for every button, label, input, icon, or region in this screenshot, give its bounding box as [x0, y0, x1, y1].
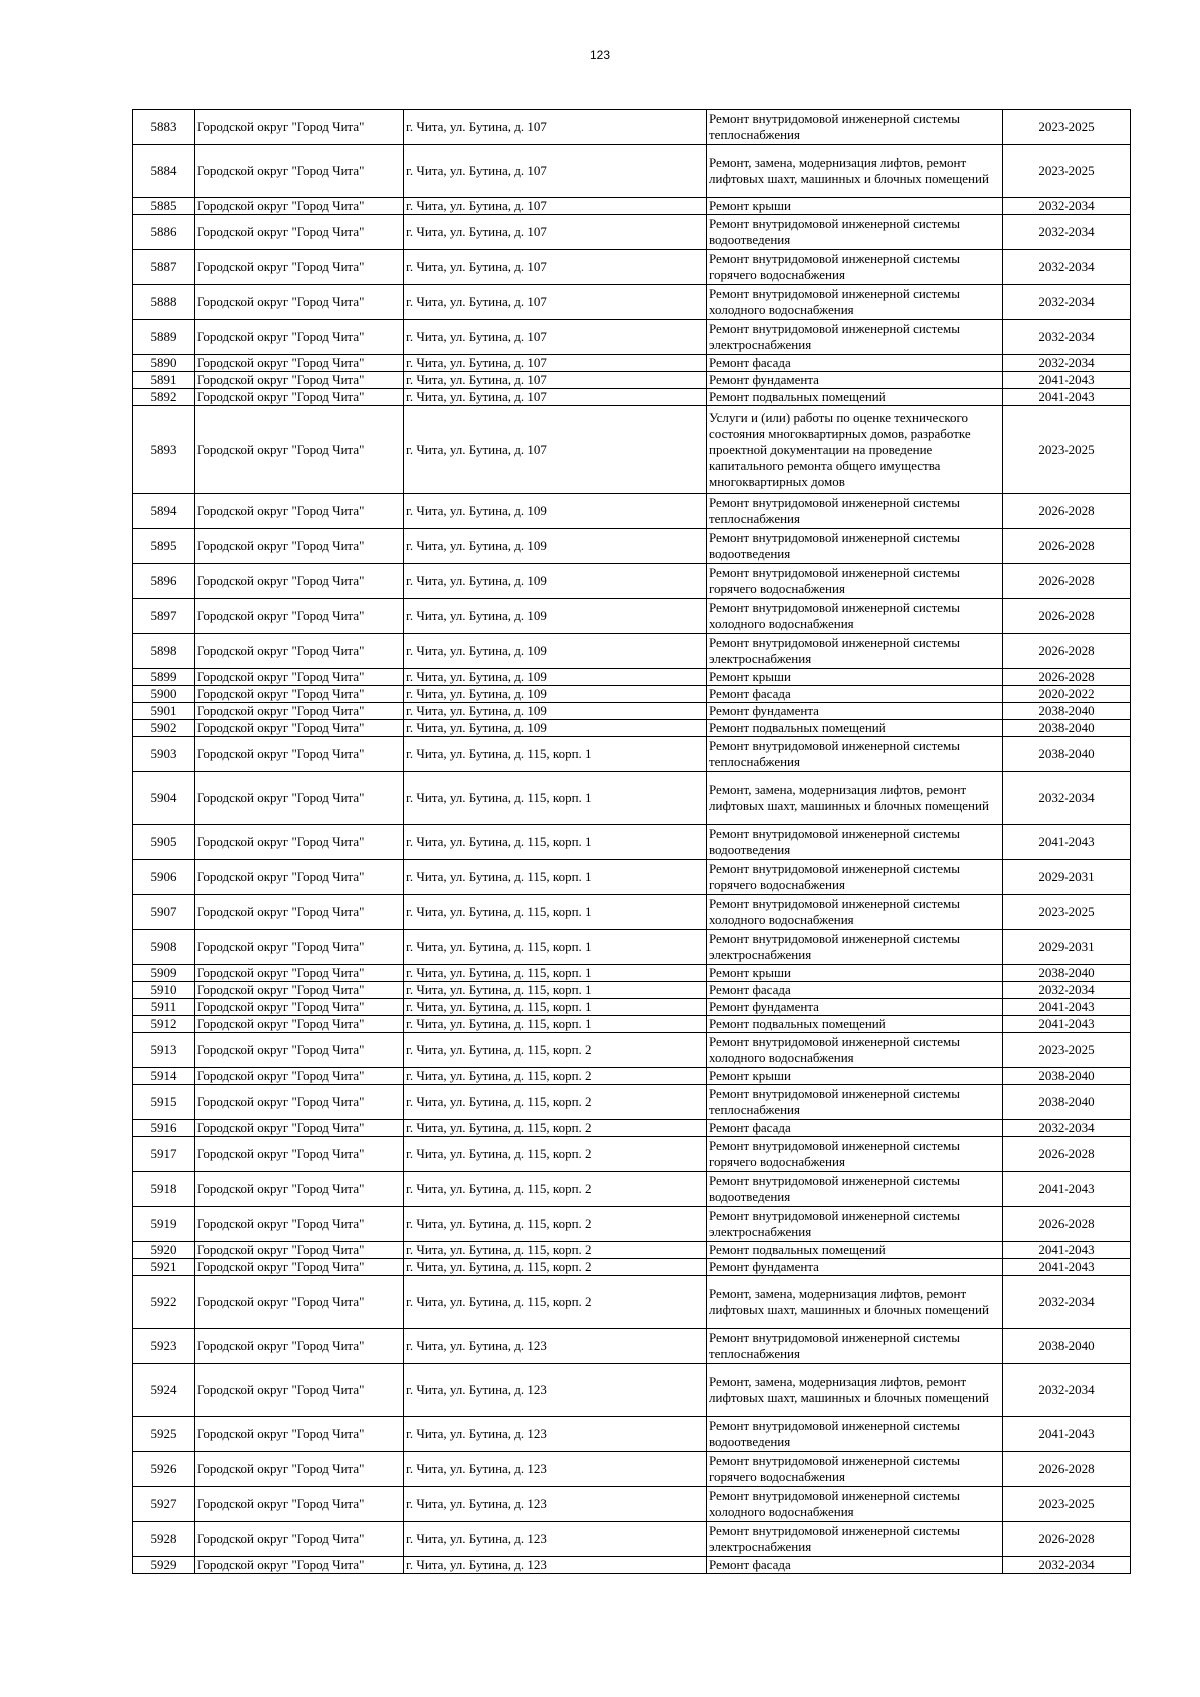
- row-number-cell: 5889: [133, 320, 195, 355]
- address-cell: г. Чита, ул. Бутина, д. 123: [404, 1557, 707, 1574]
- address-cell: г. Чита, ул. Бутина, д. 115, корп. 1: [404, 772, 707, 825]
- municipality-cell: Городской округ "Город Чита": [195, 372, 404, 389]
- table-row: [133, 372, 1131, 389]
- work-type-cell: Ремонт, замена, модернизация лифтов, ремонт лифтовых шахт, машинных и блочных помещений: [707, 1364, 1003, 1417]
- row-number-cell: 5887: [133, 250, 195, 285]
- period-cell: 2026-2028: [1003, 564, 1131, 599]
- row-number-cell: 5885: [133, 198, 195, 215]
- address-cell: г. Чита, ул. Бутина, д. 115, корп. 2: [404, 1033, 707, 1068]
- address-cell: г. Чита, ул. Бутина, д. 115, корп. 1: [404, 930, 707, 965]
- row-number-cell: 5925: [133, 1417, 195, 1452]
- municipality-cell: Городской округ "Город Чита": [195, 564, 404, 599]
- work-type-cell: Ремонт внутридомовой инженерной системы холодного водоснабжения: [707, 1487, 1003, 1522]
- table-body: [133, 110, 1131, 1574]
- row-number-cell: 5924: [133, 1364, 195, 1417]
- municipality-cell: Городской округ "Город Чита": [195, 145, 404, 198]
- table-row: [133, 737, 1131, 772]
- municipality-cell: Городской округ "Город Чита": [195, 285, 404, 320]
- table-row: [133, 634, 1131, 669]
- table-row: [133, 1207, 1131, 1242]
- municipality-cell: Городской округ "Город Чита": [195, 1033, 404, 1068]
- table-row: [133, 1172, 1131, 1207]
- row-number-cell: 5904: [133, 772, 195, 825]
- address-cell: г. Чита, ул. Бутина, д. 115, корп. 1: [404, 999, 707, 1016]
- address-cell: г. Чита, ул. Бутина, д. 109: [404, 494, 707, 529]
- row-number-cell: 5896: [133, 564, 195, 599]
- row-number-cell: 5897: [133, 599, 195, 634]
- municipality-cell: Городской округ "Город Чита": [195, 320, 404, 355]
- table-row: [133, 285, 1131, 320]
- period-cell: 2032-2034: [1003, 285, 1131, 320]
- period-cell: 2026-2028: [1003, 1522, 1131, 1557]
- row-number-cell: 5902: [133, 720, 195, 737]
- address-cell: г. Чита, ул. Бутина, д. 107: [404, 198, 707, 215]
- table-row: [133, 355, 1131, 372]
- period-cell: 2023-2025: [1003, 1487, 1131, 1522]
- municipality-cell: Городской округ "Город Чита": [195, 1172, 404, 1207]
- address-cell: г. Чита, ул. Бутина, д. 107: [404, 320, 707, 355]
- capital-repair-table: [132, 109, 1131, 1574]
- period-cell: 2032-2034: [1003, 215, 1131, 250]
- period-cell: 2026-2028: [1003, 669, 1131, 686]
- address-cell: г. Чита, ул. Бутина, д. 109: [404, 720, 707, 737]
- municipality-cell: Городской округ "Город Чита": [195, 110, 404, 145]
- period-cell: 2023-2025: [1003, 406, 1131, 494]
- work-type-cell: Ремонт подвальных помещений: [707, 1242, 1003, 1259]
- work-type-cell: Ремонт внутридомовой инженерной системы водоотведения: [707, 825, 1003, 860]
- address-cell: г. Чита, ул. Бутина, д. 109: [404, 529, 707, 564]
- work-type-cell: Ремонт, замена, модернизация лифтов, ремонт лифтовых шахт, машинных и блочных помещений: [707, 145, 1003, 198]
- municipality-cell: Городской округ "Город Чита": [195, 1120, 404, 1137]
- page-number: 123: [589, 48, 611, 62]
- period-cell: 2023-2025: [1003, 110, 1131, 145]
- address-cell: г. Чита, ул. Бутина, д. 109: [404, 686, 707, 703]
- period-cell: 2041-2043: [1003, 1259, 1131, 1276]
- row-number-cell: 5883: [133, 110, 195, 145]
- row-number-cell: 5884: [133, 145, 195, 198]
- row-number-cell: 5906: [133, 860, 195, 895]
- row-number-cell: 5891: [133, 372, 195, 389]
- address-cell: г. Чита, ул. Бутина, д. 107: [404, 145, 707, 198]
- period-cell: 2032-2034: [1003, 1557, 1131, 1574]
- address-cell: г. Чита, ул. Бутина, д. 123: [404, 1452, 707, 1487]
- municipality-cell: Городской округ "Город Чита": [195, 215, 404, 250]
- row-number-cell: 5898: [133, 634, 195, 669]
- row-number-cell: 5914: [133, 1068, 195, 1085]
- row-number-cell: 5913: [133, 1033, 195, 1068]
- address-cell: г. Чита, ул. Бутина, д. 107: [404, 355, 707, 372]
- municipality-cell: Городской округ "Город Чита": [195, 1364, 404, 1417]
- period-cell: 2038-2040: [1003, 1068, 1131, 1085]
- address-cell: г. Чита, ул. Бутина, д. 115, корп. 2: [404, 1207, 707, 1242]
- work-type-cell: Ремонт внутридомовой инженерной системы теплоснабжения: [707, 737, 1003, 772]
- table-row: [133, 772, 1131, 825]
- table-row: [133, 720, 1131, 737]
- address-cell: г. Чита, ул. Бутина, д. 107: [404, 406, 707, 494]
- municipality-cell: Городской округ "Город Чита": [195, 1487, 404, 1522]
- row-number-cell: 5916: [133, 1120, 195, 1137]
- address-cell: г. Чита, ул. Бутина, д. 115, корп. 2: [404, 1137, 707, 1172]
- table-row: [133, 1068, 1131, 1085]
- table-row: [133, 965, 1131, 982]
- address-cell: г. Чита, ул. Бутина, д. 115, корп. 2: [404, 1172, 707, 1207]
- table-row: [133, 564, 1131, 599]
- period-cell: 2026-2028: [1003, 1137, 1131, 1172]
- table-row: [133, 1329, 1131, 1364]
- period-cell: 2026-2028: [1003, 599, 1131, 634]
- municipality-cell: Городской округ "Город Чита": [195, 669, 404, 686]
- period-cell: 2026-2028: [1003, 494, 1131, 529]
- row-number-cell: 5928: [133, 1522, 195, 1557]
- row-number-cell: 5921: [133, 1259, 195, 1276]
- period-cell: 2041-2043: [1003, 1172, 1131, 1207]
- row-number-cell: 5888: [133, 285, 195, 320]
- address-cell: г. Чита, ул. Бутина, д. 115, корп. 2: [404, 1259, 707, 1276]
- table-row: [133, 1364, 1131, 1417]
- row-number-cell: 5929: [133, 1557, 195, 1574]
- period-cell: 2038-2040: [1003, 965, 1131, 982]
- work-type-cell: Ремонт крыши: [707, 965, 1003, 982]
- table-row: [133, 825, 1131, 860]
- period-cell: 2038-2040: [1003, 1085, 1131, 1120]
- work-type-cell: Ремонт внутридомовой инженерной системы теплоснабжения: [707, 1329, 1003, 1364]
- period-cell: 2038-2040: [1003, 1329, 1131, 1364]
- table-row: [133, 320, 1131, 355]
- work-type-cell: Ремонт фундамента: [707, 1259, 1003, 1276]
- address-cell: г. Чита, ул. Бутина, д. 109: [404, 669, 707, 686]
- work-type-cell: Ремонт внутридомовой инженерной системы электроснабжения: [707, 320, 1003, 355]
- work-type-cell: Ремонт, замена, модернизация лифтов, ремонт лифтовых шахт, машинных и блочных помещений: [707, 772, 1003, 825]
- municipality-cell: Городской округ "Город Чита": [195, 1557, 404, 1574]
- work-type-cell: Ремонт внутридомовой инженерной системы водоотведения: [707, 1417, 1003, 1452]
- row-number-cell: 5909: [133, 965, 195, 982]
- work-type-cell: Ремонт фасада: [707, 686, 1003, 703]
- work-type-cell: Ремонт внутридомовой инженерной системы водоотведения: [707, 529, 1003, 564]
- table-row: [133, 529, 1131, 564]
- period-cell: 2029-2031: [1003, 930, 1131, 965]
- address-cell: г. Чита, ул. Бутина, д. 115, корп. 2: [404, 1242, 707, 1259]
- municipality-cell: Городской округ "Город Чита": [195, 634, 404, 669]
- period-cell: 2026-2028: [1003, 529, 1131, 564]
- table-row: [133, 669, 1131, 686]
- work-type-cell: Ремонт внутридомовой инженерной системы электроснабжения: [707, 1522, 1003, 1557]
- table-row: [133, 215, 1131, 250]
- row-number-cell: 5905: [133, 825, 195, 860]
- work-type-cell: Ремонт внутридомовой инженерной системы электроснабжения: [707, 930, 1003, 965]
- address-cell: г. Чита, ул. Бутина, д. 123: [404, 1487, 707, 1522]
- period-cell: 2041-2043: [1003, 999, 1131, 1016]
- address-cell: г. Чита, ул. Бутина, д. 107: [404, 389, 707, 406]
- address-cell: г. Чита, ул. Бутина, д. 109: [404, 634, 707, 669]
- row-number-cell: 5895: [133, 529, 195, 564]
- address-cell: г. Чита, ул. Бутина, д. 115, корп. 1: [404, 737, 707, 772]
- period-cell: 2032-2034: [1003, 1276, 1131, 1329]
- address-cell: г. Чита, ул. Бутина, д. 107: [404, 110, 707, 145]
- table-row: [133, 198, 1131, 215]
- work-type-cell: Ремонт фасада: [707, 1557, 1003, 1574]
- period-cell: 2032-2034: [1003, 1364, 1131, 1417]
- work-type-cell: Ремонт подвальных помещений: [707, 720, 1003, 737]
- table-row: [133, 1242, 1131, 1259]
- work-type-cell: Ремонт внутридомовой инженерной системы теплоснабжения: [707, 494, 1003, 529]
- work-type-cell: Ремонт внутридомовой инженерной системы холодного водоснабжения: [707, 895, 1003, 930]
- work-type-cell: Ремонт фундамента: [707, 372, 1003, 389]
- work-type-cell: Ремонт внутридомовой инженерной системы холодного водоснабжения: [707, 599, 1003, 634]
- row-number-cell: 5920: [133, 1242, 195, 1259]
- period-cell: 2026-2028: [1003, 1452, 1131, 1487]
- municipality-cell: Городской округ "Город Чита": [195, 686, 404, 703]
- work-type-cell: Ремонт внутридомовой инженерной системы теплоснабжения: [707, 110, 1003, 145]
- work-type-cell: Ремонт, замена, модернизация лифтов, ремонт лифтовых шахт, машинных и блочных помещений: [707, 1276, 1003, 1329]
- row-number-cell: 5890: [133, 355, 195, 372]
- work-type-cell: Ремонт внутридомовой инженерной системы теплоснабжения: [707, 1085, 1003, 1120]
- period-cell: 2032-2034: [1003, 198, 1131, 215]
- municipality-cell: Городской округ "Город Чита": [195, 529, 404, 564]
- address-cell: г. Чита, ул. Бутина, д. 123: [404, 1364, 707, 1417]
- period-cell: 2032-2034: [1003, 1120, 1131, 1137]
- municipality-cell: Городской округ "Город Чита": [195, 1085, 404, 1120]
- table-row: [133, 599, 1131, 634]
- table-row: [133, 686, 1131, 703]
- municipality-cell: Городской округ "Город Чита": [195, 737, 404, 772]
- address-cell: г. Чита, ул. Бутина, д. 115, корп. 2: [404, 1276, 707, 1329]
- period-cell: 2041-2043: [1003, 389, 1131, 406]
- table-row: [133, 1120, 1131, 1137]
- address-cell: г. Чита, ул. Бутина, д. 123: [404, 1522, 707, 1557]
- work-type-cell: Ремонт подвальных помещений: [707, 1016, 1003, 1033]
- row-number-cell: 5917: [133, 1137, 195, 1172]
- municipality-cell: Городской округ "Город Чита": [195, 198, 404, 215]
- row-number-cell: 5926: [133, 1452, 195, 1487]
- municipality-cell: Городской округ "Город Чита": [195, 965, 404, 982]
- address-cell: г. Чита, ул. Бутина, д. 109: [404, 564, 707, 599]
- address-cell: г. Чита, ул. Бутина, д. 115, корп. 2: [404, 1120, 707, 1137]
- row-number-cell: 5918: [133, 1172, 195, 1207]
- work-type-cell: Ремонт крыши: [707, 669, 1003, 686]
- table-row: [133, 703, 1131, 720]
- table-row: [133, 1259, 1131, 1276]
- address-cell: г. Чита, ул. Бутина, д. 115, корп. 1: [404, 982, 707, 999]
- address-cell: г. Чита, ул. Бутина, д. 109: [404, 703, 707, 720]
- table-row: [133, 389, 1131, 406]
- table-row: [133, 860, 1131, 895]
- table-row: [133, 1276, 1131, 1329]
- municipality-cell: Городской округ "Город Чита": [195, 599, 404, 634]
- municipality-cell: Городской округ "Город Чита": [195, 895, 404, 930]
- period-cell: 2041-2043: [1003, 1242, 1131, 1259]
- period-cell: 2041-2043: [1003, 825, 1131, 860]
- table-row: [133, 1137, 1131, 1172]
- row-number-cell: 5901: [133, 703, 195, 720]
- period-cell: 2020-2022: [1003, 686, 1131, 703]
- municipality-cell: Городской округ "Город Чита": [195, 982, 404, 999]
- row-number-cell: 5899: [133, 669, 195, 686]
- table-row: [133, 930, 1131, 965]
- address-cell: г. Чита, ул. Бутина, д. 115, корп. 1: [404, 965, 707, 982]
- table-row: [133, 110, 1131, 145]
- table-row: [133, 406, 1131, 494]
- address-cell: г. Чита, ул. Бутина, д. 107: [404, 250, 707, 285]
- row-number-cell: 5894: [133, 494, 195, 529]
- table-row: [133, 250, 1131, 285]
- work-type-cell: Ремонт подвальных помещений: [707, 389, 1003, 406]
- row-number-cell: 5886: [133, 215, 195, 250]
- address-cell: г. Чита, ул. Бутина, д. 115, корп. 1: [404, 1016, 707, 1033]
- period-cell: 2032-2034: [1003, 355, 1131, 372]
- work-type-cell: Ремонт внутридомовой инженерной системы водоотведения: [707, 215, 1003, 250]
- address-cell: г. Чита, ул. Бутина, д. 115, корп. 2: [404, 1085, 707, 1120]
- municipality-cell: Городской округ "Город Чита": [195, 1417, 404, 1452]
- row-number-cell: 5927: [133, 1487, 195, 1522]
- work-type-cell: Ремонт фасада: [707, 1120, 1003, 1137]
- municipality-cell: Городской округ "Город Чита": [195, 389, 404, 406]
- row-number-cell: 5892: [133, 389, 195, 406]
- row-number-cell: 5907: [133, 895, 195, 930]
- period-cell: 2023-2025: [1003, 1033, 1131, 1068]
- municipality-cell: Городской округ "Город Чита": [195, 772, 404, 825]
- municipality-cell: Городской округ "Город Чита": [195, 1242, 404, 1259]
- address-cell: г. Чита, ул. Бутина, д. 115, корп. 1: [404, 860, 707, 895]
- table-row: [133, 982, 1131, 999]
- work-type-cell: Ремонт внутридомовой инженерной системы водоотведения: [707, 1172, 1003, 1207]
- row-number-cell: 5911: [133, 999, 195, 1016]
- table-row: [133, 1452, 1131, 1487]
- table-row: [133, 145, 1131, 198]
- period-cell: 2041-2043: [1003, 1016, 1131, 1033]
- address-cell: г. Чита, ул. Бутина, д. 115, корп. 1: [404, 825, 707, 860]
- row-number-cell: 5903: [133, 737, 195, 772]
- table-row: [133, 1033, 1131, 1068]
- period-cell: 2023-2025: [1003, 895, 1131, 930]
- municipality-cell: Городской округ "Город Чита": [195, 406, 404, 494]
- municipality-cell: Городской округ "Город Чита": [195, 1522, 404, 1557]
- work-type-cell: Ремонт внутридомовой инженерной системы горячего водоснабжения: [707, 1137, 1003, 1172]
- period-cell: 2041-2043: [1003, 1417, 1131, 1452]
- municipality-cell: Городской округ "Город Чита": [195, 1016, 404, 1033]
- row-number-cell: 5900: [133, 686, 195, 703]
- work-type-cell: Ремонт внутридомовой инженерной системы электроснабжения: [707, 634, 1003, 669]
- municipality-cell: Городской округ "Город Чита": [195, 720, 404, 737]
- work-type-cell: Ремонт фундамента: [707, 999, 1003, 1016]
- period-cell: 2032-2034: [1003, 772, 1131, 825]
- address-cell: г. Чита, ул. Бутина, д. 115, корп. 1: [404, 895, 707, 930]
- municipality-cell: Городской округ "Город Чита": [195, 1276, 404, 1329]
- row-number-cell: 5910: [133, 982, 195, 999]
- work-type-cell: Ремонт фундамента: [707, 703, 1003, 720]
- work-type-cell: Услуги и (или) работы по оценке технического состояния многоквартирных домов, разработке проектной документации на проведение капитального ремонта общего имущества многоквартирных домов: [707, 406, 1003, 494]
- table-row: [133, 494, 1131, 529]
- row-number-cell: 5912: [133, 1016, 195, 1033]
- table-row: [133, 895, 1131, 930]
- period-cell: 2032-2034: [1003, 250, 1131, 285]
- period-cell: 2038-2040: [1003, 737, 1131, 772]
- period-cell: 2038-2040: [1003, 703, 1131, 720]
- table-row: [133, 1487, 1131, 1522]
- row-number-cell: 5923: [133, 1329, 195, 1364]
- work-type-cell: Ремонт внутридомовой инженерной системы горячего водоснабжения: [707, 1452, 1003, 1487]
- work-type-cell: Ремонт фасада: [707, 355, 1003, 372]
- address-cell: г. Чита, ул. Бутина, д. 109: [404, 599, 707, 634]
- period-cell: 2026-2028: [1003, 634, 1131, 669]
- row-number-cell: 5915: [133, 1085, 195, 1120]
- work-type-cell: Ремонт внутридомовой инженерной системы горячего водоснабжения: [707, 564, 1003, 599]
- address-cell: г. Чита, ул. Бутина, д. 107: [404, 372, 707, 389]
- municipality-cell: Городской округ "Город Чита": [195, 1068, 404, 1085]
- municipality-cell: Городской округ "Город Чита": [195, 250, 404, 285]
- work-type-cell: Ремонт внутридомовой инженерной системы горячего водоснабжения: [707, 250, 1003, 285]
- work-type-cell: Ремонт крыши: [707, 1068, 1003, 1085]
- address-cell: г. Чита, ул. Бутина, д. 123: [404, 1417, 707, 1452]
- work-type-cell: Ремонт фасада: [707, 982, 1003, 999]
- period-cell: 2038-2040: [1003, 720, 1131, 737]
- municipality-cell: Городской округ "Город Чита": [195, 860, 404, 895]
- table-row: [133, 1557, 1131, 1574]
- period-cell: 2041-2043: [1003, 372, 1131, 389]
- period-cell: 2029-2031: [1003, 860, 1131, 895]
- municipality-cell: Городской округ "Город Чита": [195, 494, 404, 529]
- table-row: [133, 1085, 1131, 1120]
- row-number-cell: 5922: [133, 1276, 195, 1329]
- period-cell: 2026-2028: [1003, 1207, 1131, 1242]
- row-number-cell: 5908: [133, 930, 195, 965]
- work-type-cell: Ремонт внутридомовой инженерной системы горячего водоснабжения: [707, 860, 1003, 895]
- municipality-cell: Городской округ "Город Чита": [195, 1329, 404, 1364]
- work-type-cell: Ремонт внутридомовой инженерной системы холодного водоснабжения: [707, 285, 1003, 320]
- municipality-cell: Городской округ "Город Чита": [195, 355, 404, 372]
- work-type-cell: Ремонт внутридомовой инженерной системы холодного водоснабжения: [707, 1033, 1003, 1068]
- municipality-cell: Городской округ "Город Чита": [195, 703, 404, 720]
- address-cell: г. Чита, ул. Бутина, д. 123: [404, 1329, 707, 1364]
- municipality-cell: Городской округ "Город Чита": [195, 1259, 404, 1276]
- address-cell: г. Чита, ул. Бутина, д. 107: [404, 285, 707, 320]
- table-row: [133, 1417, 1131, 1452]
- table-row: [133, 1522, 1131, 1557]
- municipality-cell: Городской округ "Город Чита": [195, 825, 404, 860]
- municipality-cell: Городской округ "Город Чита": [195, 1207, 404, 1242]
- period-cell: 2032-2034: [1003, 982, 1131, 999]
- period-cell: 2032-2034: [1003, 320, 1131, 355]
- address-cell: г. Чита, ул. Бутина, д. 115, корп. 2: [404, 1068, 707, 1085]
- address-cell: г. Чита, ул. Бутина, д. 107: [404, 215, 707, 250]
- work-type-cell: Ремонт внутридомовой инженерной системы электроснабжения: [707, 1207, 1003, 1242]
- row-number-cell: 5919: [133, 1207, 195, 1242]
- municipality-cell: Городской округ "Город Чита": [195, 1452, 404, 1487]
- municipality-cell: Городской округ "Город Чита": [195, 930, 404, 965]
- row-number-cell: 5893: [133, 406, 195, 494]
- table-row: [133, 1016, 1131, 1033]
- work-type-cell: Ремонт крыши: [707, 198, 1003, 215]
- table-row: [133, 999, 1131, 1016]
- municipality-cell: Городской округ "Город Чита": [195, 1137, 404, 1172]
- municipality-cell: Городской округ "Город Чита": [195, 999, 404, 1016]
- period-cell: 2023-2025: [1003, 145, 1131, 198]
